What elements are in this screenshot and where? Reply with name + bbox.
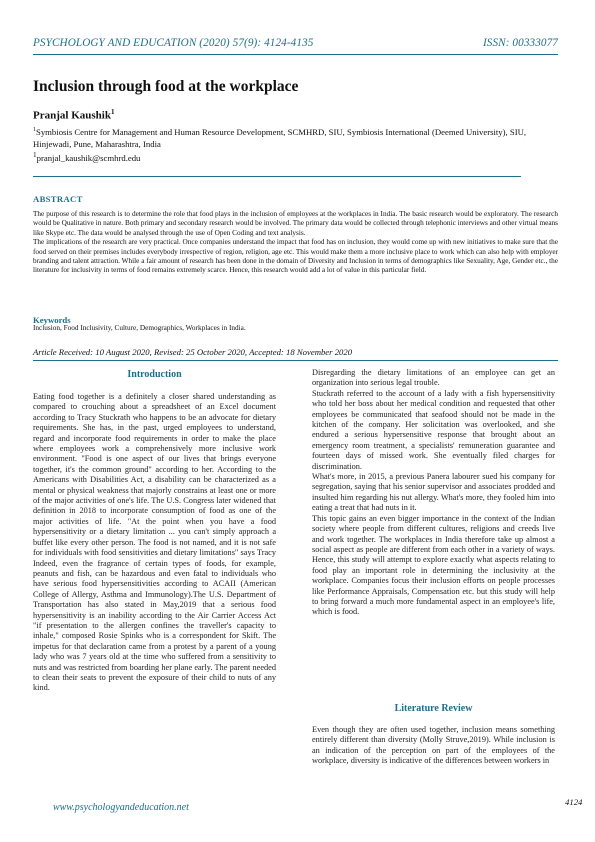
literature-review-heading: Literature Review: [394, 703, 473, 714]
email-text[interactable]: pranjal_kaushik@scmhrd.edu: [36, 152, 141, 163]
header-rule: [33, 54, 558, 55]
author: [33, 108, 114, 122]
email-superscript: 1: [33, 151, 37, 159]
page-number: 4124: [565, 797, 583, 807]
affiliation-superscript: 1: [33, 127, 36, 133]
introduction-heading: Introduction: [127, 369, 182, 380]
article-dates: Article Received: 10 August 2020, Revised: 25 October 2020, Accepted: 18 November 2020: [33, 347, 353, 357]
running-header: [33, 37, 558, 51]
dates-rule: [33, 360, 558, 361]
body-paragraph: This topic gains an even bigger importance in the context of the Indian society where people from different cultures, religions and creeds live and work together. The workplaces in India therefore take up almost a social aspect as people are different from each other in a variety of ways. Hence, this study will attempt to explore exactly what aspects relating to food play an important role in determining the inclusivity at the workplace. Companies focus their inclusion efforts on people processes like Performance Appraisals, Compensation etc. but this study will help to bring forward a much more fundamental aspect in an employee's life, which is food.: [312, 513, 555, 617]
keywords-text: Inclusion, Food Inclusivity, Culture, Demographics, Workplaces in India.: [33, 324, 246, 332]
affiliation: [33, 124, 553, 151]
author-name: Pranjal Kaushik: [33, 109, 111, 122]
footer-url[interactable]: www.psychologyandeducation.net: [53, 802, 189, 813]
body-paragraph: Eating food together is a definitely a closer shared understanding as compared to crouching about a spreadsheet of an Excel document according to Tracy Stuckrath who happens to be an advocate for dietary requirements. She has, in the past, urged employees to understand, regard and incorporate food requirements in order to make the place where employees work a comprehensively more inclusive work environment. "Food is one aspect of our lives that brings everyone together, it's the common ground" according to her. According to the Americans with Disabilities Act, a disability can be characterized as a mental or physical weakness that majorly constrains at least one or more of the major activities of one's life. The U.S. Congress later widened that definition in 2018 to incorporate consumption of food as one of the major activities of life. "At the point when you have a food hypersensitivity or a dietary limitation ... you can't simply approach a buffet like every other person. The food is not named, and it is not safe for individuals with food sensitivities and dietary limitations" says Tracy Indeed, even the fragrance of certain types of foods, for example, peanuts and fish, can be hazardous and even fatal to individuals who have serious food hypersensitivities according to ACAII (American College of Allergy, Asthma and Immunology).The U.S. Department of Transportation has also stated in May,2019 that a serious food hypersensitivity is an inability according to the Air Carrier Access Act "if presentation to the allergen confines the traveller's capacity to inhale," composed Rosie Spinks who is a correspondent for Skift. The impetus for that declaration came from a protest by a parent of a young lady who was 7 years old at the time who suffered from a sensitivity to nuts and was restricted from boarding her plane early. The parent needed to clean their seats to prevent the exposure of their child to nuts of any kind.: [33, 392, 276, 693]
body-paragraph: Disregarding the dietary limitations of an employee can get an organization into serious legal trouble.: [312, 368, 555, 388]
body-paragraph: Even though they are often used together, inclusion means something entirely different than diversity (Molly Struve,2019). While inclusion is an indication of the perception on part of the employees of the workplace, diversity is indicative of the differences between workers in: [312, 725, 555, 766]
literature-review-body: [312, 725, 555, 767]
abstract-body: [33, 210, 558, 276]
right-column-body: [312, 368, 555, 618]
author-superscript: 1: [110, 108, 115, 116]
issn: ISSN: 00333077: [482, 37, 558, 49]
body-paragraph: Stuckrath referred to the account of a lady with a fish hypersensitivity who told her boss about her medical condition and requested that other employees be communicated that seafood should not be made in the kitchen of the company. Her solicitation was overlooked, and she endured a serious hypersensitive response that brought about an emergency room treatment, a specialists' remuneration guarantee and fourteen days of missed work. She eventually filed charges for discrimination.: [312, 388, 555, 471]
introduction-body: [33, 392, 276, 694]
abstract-paragraph: The purpose of this research is to determine the role that food plays in the inclusion of employees at the workplaces in India. The basic research would be exploratory. The research would be Qualitative in nature. Both primary and secondary research would be involved. The primary data would be collected through telephonic interviews and other virtual means like Skype etc. The data would be analysed through the use of Open Coding and text analysis.: [33, 210, 558, 237]
author-email: [33, 151, 140, 163]
affiliation-text: Symbiosis Centre for Management and Human Resource Development, SCMHRD, SIU, Symbiosis International (Deemed University), SIU, Hinjewadi, Pune, Maharashtra, India: [33, 126, 527, 150]
paper-title: Inclusion through food at the workplace: [33, 78, 299, 95]
affiliation-rule: [33, 176, 521, 177]
abstract-paragraph: The implications of the research are very practical. Once companies understand the impact that food has on inclusion, they would come up with new initiatives to make sure that the food served on their premises includes everybody irrespective of region, religion, age etc. This would make them a more inclusive place to work which can also help with employer branding and talent attraction. While a fair amount of research has been done in the domain of Diversity and Inclusion in terms of demographics like Sexuality, Age, Gender etc., the literature for inclusivity in terms of food remains extremely scarce. Hence, this research would add a lot of value in this particular field.: [33, 238, 558, 275]
abstract-heading: ABSTRACT: [33, 194, 83, 204]
keywords-heading: Keywords: [33, 315, 71, 325]
body-paragraph: What's more, in 2015, a previous Panera labourer sued his company for segregation, saying that his senior supervisor and associates prodded and insulted him regarding his nut allergy. What's more, they fooled him into eating a treat that had nuts in it.: [312, 472, 555, 513]
journal-citation: PSYCHOLOGY AND EDUCATION (2020) 57(9): 4124-4135: [33, 37, 314, 49]
